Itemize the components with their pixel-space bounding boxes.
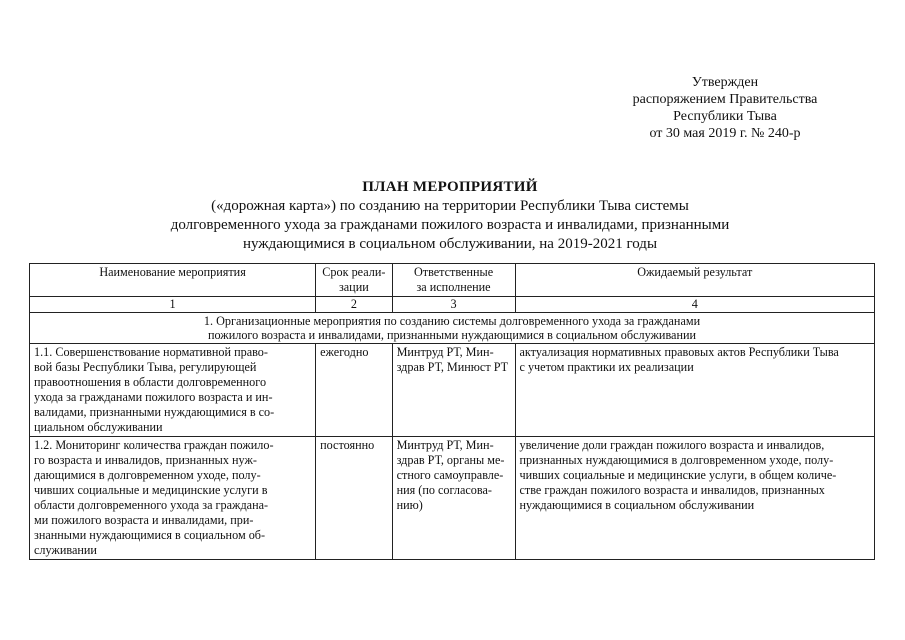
document-title <box>140 178 760 254</box>
header-responsible: Ответственные за исполнение <box>392 264 515 297</box>
row-name: 1.2. Мониторинг количества граждан пожило- го возраста и инвалидов, признанных нуж- дающимися в долговременном уходе, полу- чивших социальные и медицинские услуги в области долговременного ухода за граждана- ми пожилого возраста и инвалидами, при- знанными нуждающимися в социальном об- служивании <box>30 437 316 560</box>
column-number-2: 2 <box>316 297 392 313</box>
column-number-1: 1 <box>30 297 316 313</box>
row-responsible: Минтруд РТ, Мин- здрав РТ, органы ме- стного самоуправле- ния (по согласова- нию) <box>392 437 515 560</box>
table-row <box>30 437 875 560</box>
section-title: 1. Организационные мероприятия по созданию системы долговременного ухода за гражданами пожилого возраста и инвалидами, признанными нуждающимися в социальном обслуживании <box>30 313 875 344</box>
title-line-2: долговременного ухода за гражданами пожилого возраста и инвалидами, признанными <box>170 217 730 233</box>
title-line-1: («дорожная карта») по созданию на территории Республики Тыва системы <box>211 198 689 214</box>
row-term: ежегодно <box>316 344 392 437</box>
row-term: постоянно <box>316 437 392 560</box>
column-number-3: 3 <box>392 297 515 313</box>
row-result: актуализация нормативных правовых актов Республики Тыва с учетом практики их реализации <box>515 344 875 437</box>
approval-line-3: Республики Тыва <box>673 109 777 124</box>
row-result: увеличение доли граждан пожилого возраста и инвалидов, признанных нуждающимися в долговременном уходе, полу- чивших социальные и медицинские услуги, в общем количе- стве граждан пожилого возраста и инвалидов, признанных нуждающимися в социальном обслуживании <box>515 437 875 560</box>
table-row <box>30 344 875 437</box>
row-responsible: Минтруд РТ, Мин- здрав РТ, Минюст РТ <box>392 344 515 437</box>
table-header-row <box>30 264 875 297</box>
approval-line-1: Утвержден <box>691 75 759 90</box>
title-line-3: нуждающимися в социальном обслуживании, на 2019-2021 годы <box>242 236 658 252</box>
column-number-row <box>30 297 875 313</box>
title-main: ПЛАН МЕРОПРИЯТИЙ <box>362 179 538 195</box>
column-number-4: 4 <box>515 297 875 313</box>
row-name: 1.1. Совершенствование нормативной право- вой базы Республики Тыва, регулирующей правоотношения в области долговременного ухода за гражданами пожилого возраста и ин- валидами, признанными нуждающимися в со- циальном обслуживании <box>30 344 316 437</box>
approval-line-4: от 30 мая 2019 г. № 240-р <box>649 126 801 141</box>
header-term: Срок реали- зации <box>316 264 392 297</box>
approval-line-2: распоряжением Правительства <box>632 92 818 107</box>
section-row <box>30 313 875 344</box>
approval-stamp <box>620 74 830 142</box>
plan-table <box>29 263 875 560</box>
header-result: Ожидаемый результат <box>515 264 875 297</box>
header-name: Наименование мероприятия <box>30 264 316 297</box>
